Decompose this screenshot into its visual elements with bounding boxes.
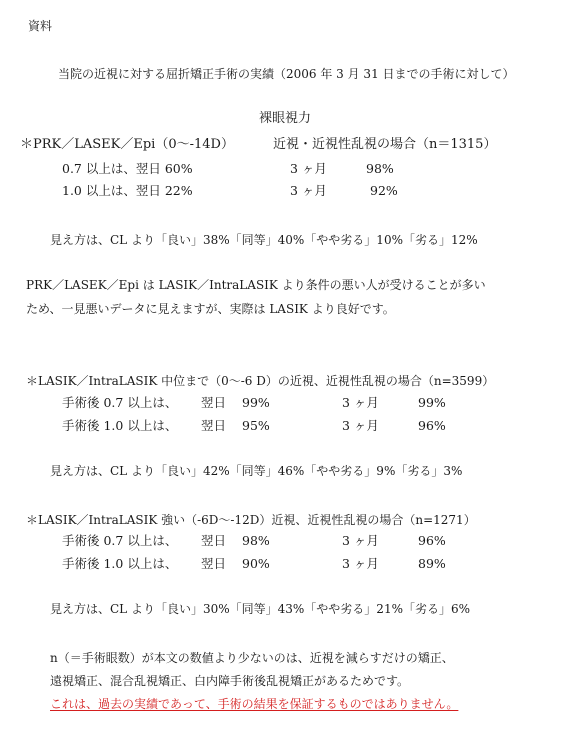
section3-row2-value: 89% — [418, 556, 446, 571]
section2-row2-day: 翌日 — [201, 418, 227, 433]
section2-row2-value: 96% — [418, 418, 446, 433]
section3-row1-period: 3 ヶ月 — [342, 533, 379, 548]
section3-row2-day-value: 90% — [242, 556, 270, 571]
section2-row1-value: 99% — [418, 395, 446, 410]
section3-appearance: 見え方は、CL より「良い」30%「同等」43%「やや劣る」21%「劣る」6% — [50, 602, 471, 616]
section2-row1-day-value: 99% — [242, 395, 270, 410]
section1-row1-label: 0.7 以上は、翌日 60% — [62, 161, 193, 176]
section2-row2-day-value: 95% — [242, 418, 270, 433]
section2-appearance: 見え方は、CL より「良い」42%「同等」46%「やや劣る」9%「劣る」3% — [50, 464, 463, 478]
section3-row1-label: 手術後 0.7 以上は、 — [62, 533, 178, 548]
section1-note-line1: PRK／LASEK／Epi は LASIK／IntraLASIK より条件の悪い人が受けることが多い — [26, 278, 486, 292]
section3-row2-period: 3 ヶ月 — [342, 556, 379, 571]
section1-row1-period: 3 ヶ月 — [290, 161, 327, 176]
column-heading-naked-eye: 裸眼視力 — [259, 111, 312, 126]
section2-heading: ＊LASIK／IntraLASIK 中位まで（0〜-6 D）の近視、近視性乱視の場合（n=3599） — [26, 374, 495, 388]
disclaimer: これは、過去の実績であって、手術の結果を保証するものではありません。 — [50, 697, 459, 711]
footnote-line2: 遠視矯正、混合乱視矯正、白内障手術後乱視矯正があるためです。 — [50, 674, 410, 688]
section3-row2-day: 翌日 — [201, 556, 227, 571]
section1-heading-right: 近視・近視性乱視の場合（n＝1315） — [273, 137, 497, 152]
footnote-line1: n（＝手術眼数）が本文の数値より少ないのは、近視を減らすだけの矯正、 — [50, 651, 454, 665]
section2-row1-label: 手術後 0.7 以上は、 — [62, 395, 178, 410]
section1-row1-value: 98% — [366, 161, 394, 176]
section1-heading-left: ＊PRK／LASEK／Epi（0〜-14D） — [20, 137, 234, 152]
document-title: 当院の近視に対する屈折矯正手術の実績（2006 年 3 月 31 日までの手術に対して） — [58, 67, 515, 81]
section3-row1-day-value: 98% — [242, 533, 270, 548]
section2-row1-period: 3 ヶ月 — [342, 395, 379, 410]
header-label: 資料 — [28, 19, 53, 33]
section2-row2-label: 手術後 1.0 以上は、 — [62, 418, 178, 433]
section1-row2-value: 92% — [370, 183, 398, 198]
section1-note-line2: ため、一見悪いデータに見えますが、実際は LASIK より良好です。 — [26, 302, 395, 316]
section3-row2-label: 手術後 1.0 以上は、 — [62, 556, 178, 571]
section2-row1-day: 翌日 — [201, 395, 227, 410]
section2-row2-period: 3 ヶ月 — [342, 418, 379, 433]
section3-heading: ＊LASIK／IntraLASIK 強い（-6D〜-12D）近視、近視性乱視の場合（n=1271） — [26, 513, 476, 527]
section1-appearance: 見え方は、CL より「良い」38%「同等」40%「やや劣る」10%「劣る」12% — [50, 233, 478, 247]
section1-row2-period: 3 ヶ月 — [290, 183, 327, 198]
section3-row1-day: 翌日 — [201, 533, 227, 548]
section3-row1-value: 96% — [418, 533, 446, 548]
section1-row2-label: 1.0 以上は、翌日 22% — [62, 183, 193, 198]
